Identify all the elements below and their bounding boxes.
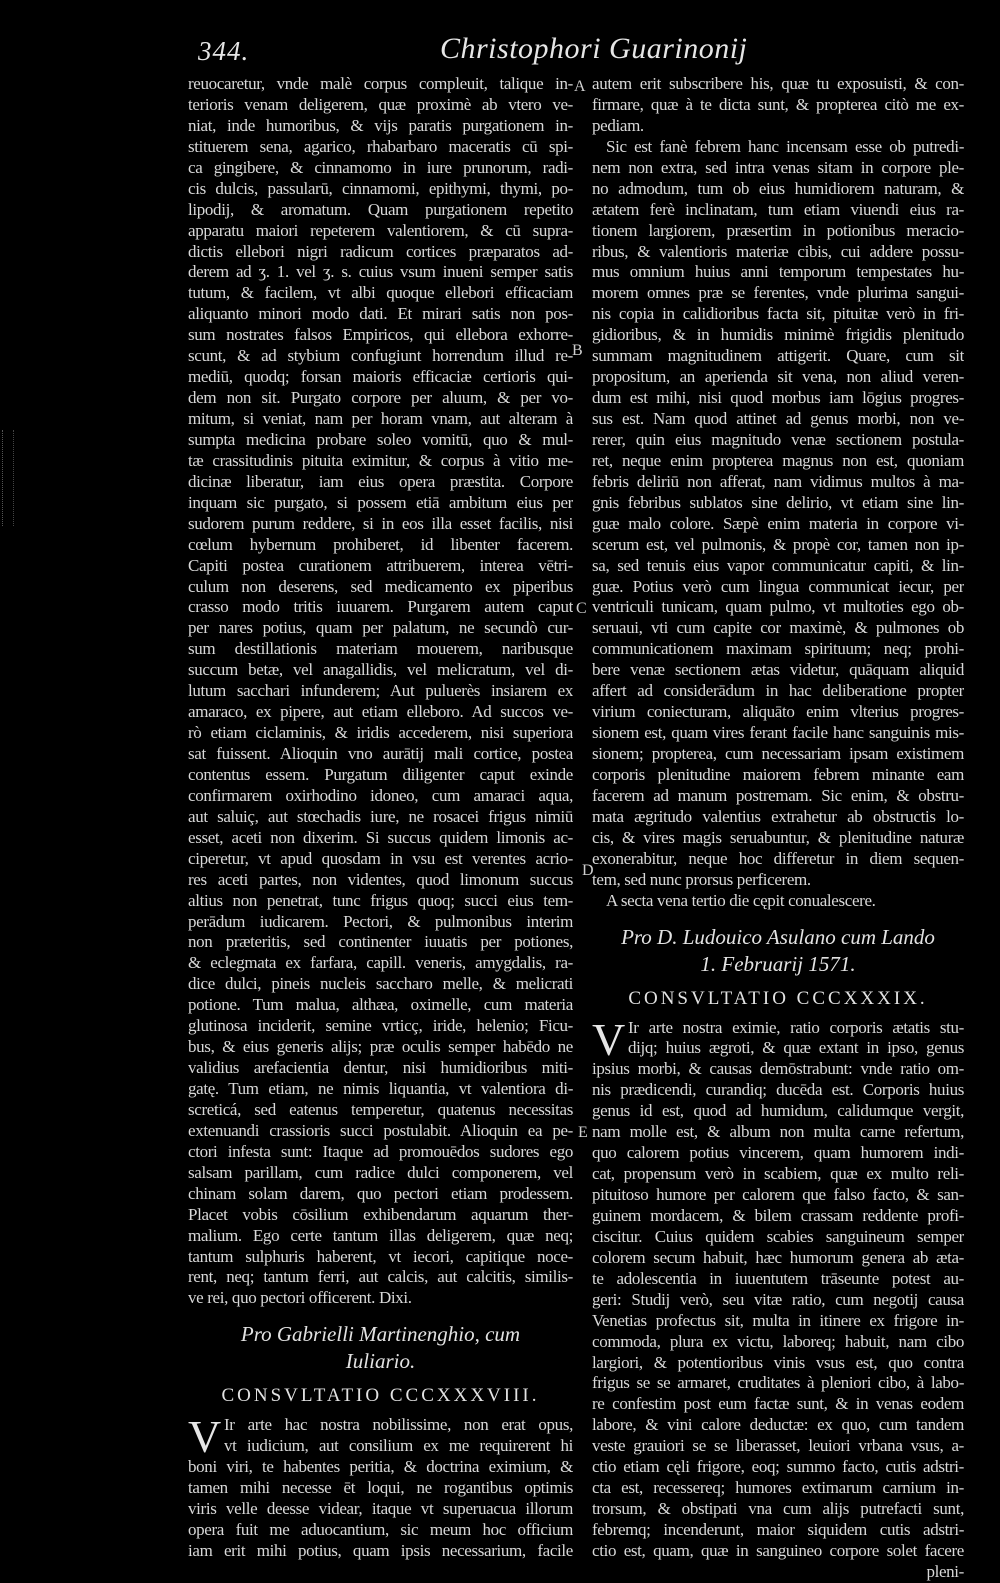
text-line: facerem ad manum postremam. Sic enim, & obstru- [592,785,964,805]
text-line: sus est. Nam quod attinet ad genus morbi, non ve- [592,409,964,428]
text-line: dem non sit. Purgato corpore per aluum, & per vo- [188,388,573,408]
margin-letter-c: C [576,600,587,617]
text-line: glutinosa inciderit, semine vrticç, iride, helenio; Ficu- [188,1016,573,1036]
text-line: no admodum, tum ob eius humidiorem naturam, & [592,178,964,198]
text-line: cis, & vires magis seruabuntur, & plenitudine naturæ [592,827,964,847]
text-line: colorem secum habuit, hæc humorum genera ab æta- [592,1247,964,1267]
text-line: lipodij, & aromatum. Quam purgationem repetito [188,199,573,219]
text-line: te adolescentia in iuuentutem trāseunte potest au- [592,1268,964,1288]
text-line: mata ægritudo valentius extrahetur ab obstructis lo- [592,806,964,826]
text-line: Venetias profectus sit, multa in itinere ex frigore in- [592,1310,964,1330]
text-line: sionem; propterea, cum necessariam ipsam existimem [592,744,964,763]
text-line: chinam solam darem, quo pectori etiam prodessem. [188,1183,573,1203]
text-line: dijq; huius ægroti, & quæ extant in ipso, genus [628,1038,964,1058]
text-line: pleni- [926,1561,964,1581]
text-line: mitum, si veniat, nam per horam vnam, aut alteram à [188,409,573,428]
text-line: Sic est fanè febrem hanc incensam esse ob putredi- [606,136,964,156]
text-line: viris velle deesse videar, itaque vt superuacua illorum [188,1499,573,1519]
text-line: sum destillationis materiam mouerem, naribusque [188,639,573,659]
text-line: nis prædicendi, curandiq; ducēda est. Corporis huius [592,1080,964,1100]
text-line: trorsum, & obstipati vna cum alijs putrefacti sunt, [592,1499,964,1519]
text-line: cis dulcis, passularū, cinnamomi, epithymi, thymi, po- [188,178,573,198]
text-line: mediū, quodq; forsan maioris efficaciæ certioris qui- [188,367,573,387]
text-line: ventriculi tunicam, quam pulmo, vt multoties ego ob- [592,597,964,617]
text-line: nem non extra, sed intra venas sitam in corpore ple- [592,157,964,177]
text-line: commoda, plura ex victu, laboreq; habuit, nam cibo [592,1331,964,1351]
right-body-text [592,74,964,912]
right-consultatio-heading: CONSVLTATIO CCCXXXIX. [628,987,928,1009]
text-line: salsam parillam, cum radice dulci componerem, vel [188,1162,573,1182]
text-line: opera fuit me aduocantium, sic meum hoc officium [188,1520,573,1539]
text-line: scunt, & ad stybium confugiunt horrendum illud re- [188,346,573,366]
text-line: ribus, & valentioris materiæ cibis, cui addere possu- [592,241,964,261]
left-consultatio-body [188,1411,573,1562]
text-line: iam erit mihi potius, quam ipsis necessarium, facile [188,1540,573,1560]
text-line: ctori infesta sunt: Itaque ad promouēdos sudores ego [188,1141,573,1161]
text-line: tem, sed nunc prorsus perficerem. [592,869,811,889]
text-line: niat, inde humoribus, & vijs paratis purgationem in- [188,115,573,135]
text-line: ctio etiam cęli frigore, eoq; summo facto, cutis adstri- [592,1457,964,1477]
text-line: veste grauiori se se liberasset, leuiori vrbana vsus, a- [592,1436,964,1456]
text-line: ca gingibere, & cinnamomo in iure prunorum, radi- [188,157,573,177]
text-line: genus id est, quod ad humidum, calidumque vergit, [592,1101,964,1121]
text-line: amaraco, ex pipere, aut etiam elleboro. Ad succos ve- [188,702,573,722]
text-line: ctio est, quam, quæ in sanguineo corpore solet facere [592,1540,964,1560]
text-line: gnis febribus sublatos sine delirio, vt etiam sine lin- [592,492,964,512]
text-line: sudorem purum reddere, si in eos illa esset facilis, nisi [188,513,573,533]
text-line: malium. Ego certe tantum illas deligerem, quæ neq; [188,1225,573,1245]
text-line: rerer, quin eius magnitudo venæ sectionem postula- [592,429,964,449]
text-line: affert ad considerādum in hac deliberatione propter [592,681,964,701]
text-line: guinem mordacem, & bilem crassam reddente profi- [592,1205,964,1225]
text-line: Capiti postea curationem attribuerem, interea vētri- [188,555,573,575]
page-number: 344. [198,36,250,66]
binding-edge-mark [2,430,14,526]
text-line: corporis plenitudine maiorem febrem minante eam [592,764,964,784]
text-line: Placet vobis cōsilium exhibendarum aquarum ther- [188,1204,573,1224]
text-line: cœlum hybernum prohiberet, id libenter facerem. [188,534,573,554]
text-line: scerum est, vel pulmonis, & propè cor, tamen non ip- [592,534,964,554]
text-line: rent, neq; tantum ferri, aut calcis, aut calcitis, similis- [188,1267,573,1287]
text-line: re confestim post eum factæ sunt, & in venas eodem [592,1394,964,1414]
text-line: seruaui, vti cum capite cor maximè, & pulmones ob [592,618,964,638]
text-line: boni viri, te habentes peritia, & doctrina eximium, & [188,1457,573,1477]
right-consultatio-body [592,1013,964,1583]
text-line: dice dulci, pineis nucleis saccharo melle, & melicrati [188,974,573,994]
text-line: guæ malo colore. Sæpè enim materia in corpore vi- [592,513,964,533]
text-line: ciperetur, vt apud quosdam in vsu est verentes acrio- [188,848,573,868]
text-line: contentus essem. Purgatum diligenter caput exinde [188,764,573,784]
text-line: potione. Tum malua, althæa, oximelle, cum materia [188,995,573,1015]
text-line: ret, neque enim propterea magnus non est, quoniam [592,450,964,470]
text-line: stituerem sena, agarico, rhabarbaro maceratis cū spi- [188,136,573,156]
text-line: res aceti partes, non videntes, quod limonum succus [188,869,573,889]
text-line: propositum, an aperienda sit vena, non aliud veren- [592,367,964,387]
text-line: mus omnium huius anni temporum tempestates hu- [592,262,964,282]
text-line: tamen mihi necesse ēt loqui, ne rogantibus optimis [188,1478,573,1498]
text-line: extenuandi crassioris succi postulabit. Alioquin ea pe- [188,1120,573,1140]
text-line: exonerabitur, neque hoc differetur in diem sequen- [592,848,964,868]
text-line: aut saluiç, aut stœchadis iure, ne rosacei frigus nimiū [188,806,573,826]
text-line: terioris venam deligerem, quæ proximè ab vtero ve- [188,94,573,114]
right-dropcap: V [592,1013,626,1065]
text-line: derem ad ʒ. 1. vel ʒ. s. cuius vsum inueni semper satis [188,262,573,282]
margin-letter-e: E [578,1124,588,1141]
text-line: screticá, sed eatenus temperetur, quatenus necessitas [188,1099,573,1119]
text-line: ve rei, quo pectori officerent. Dixi. [188,1288,412,1308]
text-line: labore, & vini calore deductæ: ex quo, cum tandem [592,1415,964,1435]
text-line: tantum sulphuris haberent, vt iecori, capitique noce- [188,1246,573,1266]
margin-letter-d: D [582,862,594,879]
text-line: bus, & eius generis alijs; præ oculis semper habēdo ne [188,1037,573,1057]
text-line: bere venæ sectionem ætas videtur, quāquam aliquid [592,660,964,680]
left-dropcap: V [188,1411,222,1463]
text-line: sa, sed tenuis eius vapor communicatur capiti, & lin- [592,555,964,575]
text-line: per nares potius, quam per palatum, ne secundò cur- [188,618,573,638]
text-line: nis copia in calidioribus facta sit, pituitæ verò in fri- [592,304,964,324]
text-line: sat fuissent. Alioquin vno aurātij mali cortice, postea [188,744,573,763]
text-line: Ir arte nostra eximie, ratio corporis ætatis stu- [628,1017,964,1037]
text-line: gatę. Tum etiam, ne nimis liquantia, vt valentiora di- [188,1079,573,1098]
text-line: & eclegmata ex farfara, capill. veneris, amygdalis, ra- [188,953,573,973]
text-line: sionem est, quam vires ferant facile hanc sanguinis mis- [592,723,964,743]
text-line: apparatu maiori repeterem valentiorem, & cū supra- [188,220,573,240]
text-line: succum betæ, vel anagallidis, vel melicratum, vel di- [188,660,573,680]
text-line: febremq; incenderunt, maior siquidem cutis adstri- [592,1520,964,1539]
text-line: sumpta medicina probare soleo vomitū, quo & mul- [188,429,573,449]
margin-letter-b: B [572,342,583,359]
text-line: frigus se se armaret, cruditates à pleniori cibo, à labo- [592,1373,964,1393]
text-line: guæ. Potius verò cum lingua communicat iecur, per [592,576,964,596]
text-line: esset, aceti non dixerim. Si succus quidem limonis ac- [188,827,573,847]
text-line: reuocaretur, vnde malè corpus compleuit, talique in- [188,74,573,93]
text-line: quo calorem potius vincerem, quam humorem indi- [592,1143,964,1163]
text-line: inquam sic purgato, si possem etiā ambitum eius per [188,492,573,512]
text-line: Ir arte hac nostra nobilissime, non erat opus, [224,1415,573,1435]
text-line: cta est, recessereq; humores extimarum carnium in- [592,1478,964,1498]
text-line: autem erit subscribere his, quæ tu exposuisti, & con- [592,74,964,93]
text-line: dictis ellebori nigri radicum cortices præparatos ad- [188,241,573,261]
text-line: culum non deserens, sed medicamento ex piperibus [188,576,573,596]
text-line: febris deliriū non afferat, nam vidimus multos à ma- [592,471,964,491]
text-line: lutum sacchari infunderem; Aut puluerès insiarem ex [188,681,573,701]
text-line: cat, propensum verò in scabiem, quæ ex multo reli- [592,1164,964,1184]
right-column [592,74,964,1583]
left-consultatio-heading: CONSVLTATIO CCCXXXVIII. [221,1385,540,1407]
text-line: altius non penetrat, tunc frigus quoq; succi eius tem- [188,890,573,910]
text-line: ipsius morbi, & causas demōstrabunt: vnde ratio om- [592,1059,964,1079]
text-line: communicationem maximam spirituum; neq; prohi- [592,639,964,659]
text-line: ciscitur. Cuius quidem scabies sanguineum semper [592,1226,964,1246]
text-line: nam molle est, & album non multa carne refertum, [592,1122,964,1142]
text-line: non præteritis, sed continenter iuuatis per potiones, [188,932,573,952]
left-column [188,74,573,1562]
text-line: tæ crassitudinis pituita eximitur, & corpus à vitio me- [188,450,573,470]
left-section-title-line-2: Iuliario. [345,1349,416,1374]
text-line: perādum iudicarem. Pectori, & pulmonibus interim [188,911,573,931]
text-line: virium coniecturam, aliquāto enim vlterius progres- [592,702,964,722]
text-line: sum nostrates falsos Empiricos, qui ellebora exhorre- [188,325,573,345]
margin-letter-a: A [574,78,586,95]
text-line: vt iudicium, aut consilium ex me requirerent hi [224,1436,573,1456]
text-line: rò etiam ciclaminis, & iridis accederem, nisi superiora [188,723,573,743]
text-line: validius arefacientia dentur, nisi humidioribus miti- [188,1058,573,1078]
right-section-title-line-2: 1. Februarij 1571. [700,951,856,976]
text-line: confirmarem oxirhodino idoneo, cum amaraci aqua, [188,785,573,805]
left-section-title-line-1: Pro Gabrielli Martinenghio, cum [240,1322,521,1347]
text-line: tionem largiorem, præsertim in potionibus meracio- [592,220,964,240]
text-line: pediam. [592,115,644,135]
text-line: pituitoso humore per calorem que falso facto, & san- [592,1185,964,1204]
text-line: A secta vena tertio die cępit conualescere. [606,890,876,910]
text-line: ætatem ferè inclinatam, tum etiam viuendi eius ra- [592,199,964,219]
text-line: firmare, quæ à te dicta sunt, & propterea citò me ex- [592,94,964,114]
running-title: Christophori Guarinonij [440,32,748,65]
text-line: crasso modo tritis iuuarem. Purgarem autem caput [188,597,573,617]
text-line: aliquanto minori modo dati. Et mirari satis non pos- [188,304,573,324]
text-line: largiori, & potentioribus vinis vsus est, quo contra [592,1352,964,1372]
text-line: morem omnes præ se ferentes, vnde plurima sangui- [592,283,964,303]
left-body-text [188,74,573,1309]
text-line: tutum, & facilem, vt albi quoque ellebori efficaciam [188,283,573,303]
text-line: summam magnitudinem attigerit. Quare, cum sit [592,346,964,366]
text-line: dicinæ liberatur, iam eius opera præstita. Corpore [188,471,573,491]
text-line: dum est mihi, nisi quod morbus iam lōgius progres- [592,388,964,408]
text-line: geri: Studij verò, seu vitæ ratio, cum negotij causa [592,1289,964,1309]
right-section-title-line-1: Pro D. Ludouico Asulano cum Lando [621,924,935,949]
text-line: gidioribus, & in humidis minimè frigidis plenitudo [592,325,964,345]
